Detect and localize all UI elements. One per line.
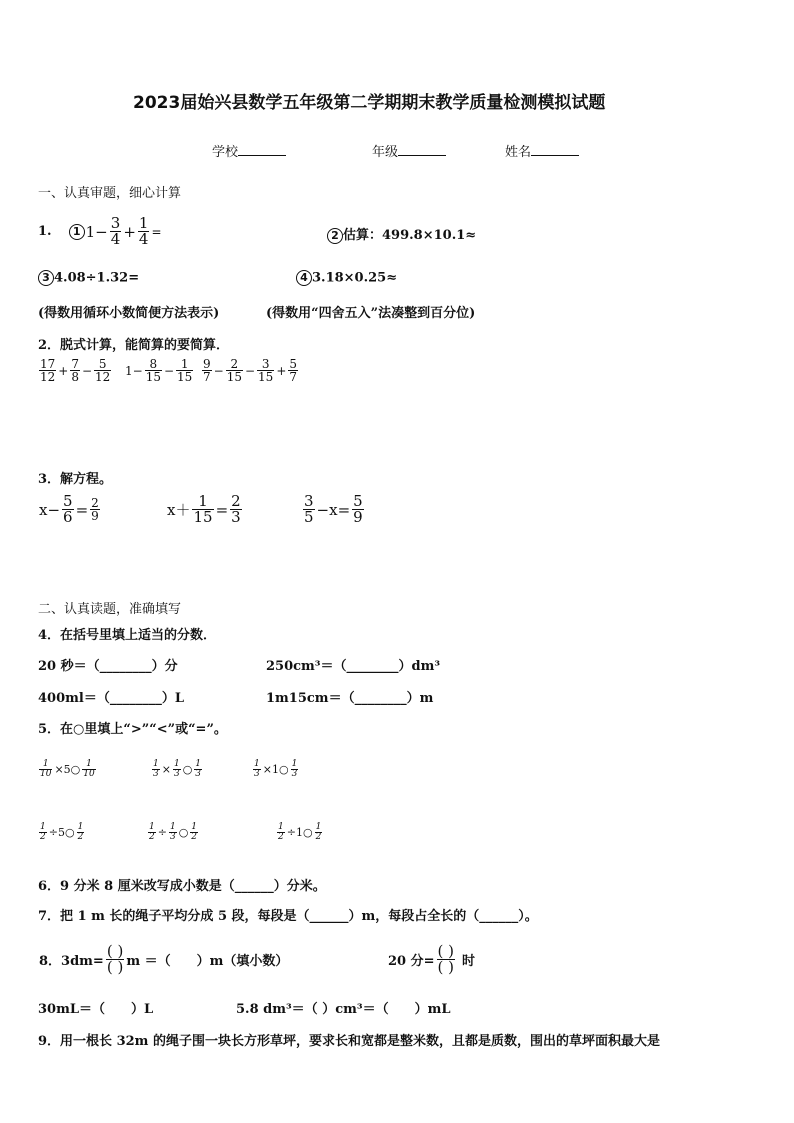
q5r2c-f2-den: 2 bbox=[315, 832, 322, 842]
q8-pre2: 20 分= bbox=[388, 954, 435, 969]
q5r2a-f2-den: 2 bbox=[77, 832, 84, 842]
q8-fracA-num: ( ) bbox=[106, 942, 124, 960]
q5r1b-f1-num: 1 bbox=[153, 759, 159, 769]
q8-line1a bbox=[38, 944, 289, 975]
q5r2b-mid2: ○ bbox=[178, 826, 189, 839]
school-blank[interactable] bbox=[238, 143, 286, 156]
q5r1b-mid1: × bbox=[161, 763, 171, 776]
q5r2b-f2-num: 1 bbox=[169, 822, 176, 832]
q3e3-b bbox=[352, 494, 364, 525]
q3e2-a-num: 1 bbox=[192, 494, 213, 510]
q3e2-a-den: 15 bbox=[193, 508, 213, 526]
q2e1-a-den: 12 bbox=[40, 370, 56, 384]
q2e2-a-den: 15 bbox=[145, 370, 161, 384]
q8-fracA-den: ( ) bbox=[106, 958, 124, 976]
q2e3-b-num: 2 bbox=[226, 358, 243, 371]
q2e2-pre: 1− bbox=[125, 363, 143, 378]
q3e3-b-den: 9 bbox=[353, 508, 363, 526]
q4-line4: 1m15cm＝（________）m bbox=[266, 691, 434, 706]
q2e3-d-den: 7 bbox=[289, 370, 298, 384]
q2e3-c bbox=[257, 358, 274, 383]
q5r1c-f1-den: 3 bbox=[254, 769, 260, 779]
q3e2-eq: = bbox=[215, 500, 229, 519]
q5r2b-f1-num: 1 bbox=[149, 822, 155, 832]
q3e1-a bbox=[62, 494, 74, 525]
q9-text: 9．用一根长 32m 的绳子围一块长方形草坪，要求长和宽都是整米数，且都是质数，围出的草坪面积最大是 bbox=[38, 1034, 660, 1049]
q5r2b-mid1: ÷ bbox=[157, 826, 167, 839]
q2e1-a bbox=[39, 358, 56, 383]
school-label: 学校 bbox=[212, 145, 239, 160]
q2e3-op3: + bbox=[276, 363, 287, 378]
q5r1c-f1-num: 1 bbox=[254, 759, 260, 769]
q3e2-pre: x＋ bbox=[167, 501, 191, 519]
q3e2-b-den: 3 bbox=[231, 508, 241, 526]
q3e3-b-num: 5 bbox=[353, 492, 363, 510]
q5r1a-f1-den: 10 bbox=[40, 769, 52, 779]
q5r2a-f1 bbox=[39, 823, 47, 842]
q2-expr2 bbox=[124, 358, 194, 383]
q5r2b-f3 bbox=[190, 823, 198, 842]
circled-4-icon: 4 bbox=[296, 270, 312, 286]
q5r1c-mid: ×1○ bbox=[262, 763, 289, 776]
q5r1a-f1 bbox=[39, 760, 52, 779]
q5r1c-f2 bbox=[291, 760, 299, 779]
q5r1c-f2-num: 1 bbox=[291, 759, 298, 769]
q5r1b-f3-den: 3 bbox=[195, 769, 202, 779]
q2e2-b-num: 1 bbox=[176, 358, 193, 371]
q8-fracA bbox=[106, 944, 124, 975]
q5r1b-f2 bbox=[173, 760, 181, 779]
q5r2a-f2 bbox=[77, 823, 85, 842]
q3e1-b-den: 9 bbox=[91, 509, 99, 523]
q5r2a-f2-num: 1 bbox=[77, 822, 84, 832]
q5r1b-f2-num: 1 bbox=[173, 759, 180, 769]
q3e1-b-num: 2 bbox=[91, 496, 99, 510]
q5r2b-f1 bbox=[148, 823, 156, 842]
q3e1-eq: = bbox=[75, 500, 89, 519]
circled-2-icon: 2 bbox=[327, 228, 343, 244]
q8-line3: 5.8 dm³＝（ ）cm³＝（ ）mL bbox=[236, 1002, 451, 1017]
q1-frac2 bbox=[138, 216, 150, 247]
q1-eq: = bbox=[151, 224, 162, 239]
q3e2-b bbox=[230, 494, 242, 525]
q5r2c-f1 bbox=[277, 823, 285, 842]
q2e1-c-num: 5 bbox=[94, 358, 111, 371]
q1-frac2-den: 4 bbox=[138, 230, 149, 248]
q1-plus: + bbox=[123, 222, 136, 241]
q3e3-a bbox=[303, 494, 315, 525]
q1-part3-text: 4.08÷1.32= bbox=[54, 270, 140, 286]
grade-blank[interactable] bbox=[398, 143, 446, 156]
q5r2c-mid: ÷1○ bbox=[286, 826, 313, 839]
q1-part2 bbox=[327, 224, 476, 244]
circled-3-icon: 3 bbox=[38, 270, 54, 286]
q2e3-d bbox=[288, 358, 298, 383]
q8-midA: m ＝（ ）m（填小数） bbox=[126, 954, 289, 969]
q5r1a-f2-den: 10 bbox=[83, 769, 95, 779]
q2e1-op1: + bbox=[58, 363, 69, 378]
q5r1c-f2-den: 3 bbox=[291, 769, 298, 779]
q2-expr3 bbox=[201, 358, 299, 383]
q4-line2: 250cm³＝（________）dm³ bbox=[266, 659, 441, 674]
q2e1-op2: − bbox=[81, 363, 93, 378]
q2e3-op1: − bbox=[213, 363, 224, 378]
q1-note2: (得数用“四舍五入”法凑整到百分位) bbox=[266, 306, 476, 321]
q1-p1-pre: 1− bbox=[85, 222, 108, 241]
q3e3-mid: −x= bbox=[316, 500, 351, 519]
q6-text: 6．9 分米 8 厘米改写成小数是（______）分米。 bbox=[38, 879, 326, 894]
q1-part2-text: 估算：499.8×10.1≈ bbox=[343, 228, 477, 243]
q5r1a-f2-num: 1 bbox=[82, 760, 95, 770]
q5r2c-f1-den: 2 bbox=[278, 832, 284, 842]
q8-post2: 时 bbox=[462, 954, 476, 969]
q3-eq3 bbox=[302, 494, 365, 525]
q5r2c-f2-num: 1 bbox=[315, 822, 322, 832]
q3e1-a-num: 5 bbox=[63, 492, 73, 510]
name-label: 姓名 bbox=[505, 145, 532, 160]
q5-r2a bbox=[38, 823, 85, 842]
q2-text: 2．脱式计算，能简算的要简算． bbox=[38, 338, 230, 353]
q1-part4-text: 3.18×0.25≈ bbox=[312, 270, 398, 286]
q5r1a-mid: ×5○ bbox=[54, 763, 81, 776]
q2e1-b-num: 7 bbox=[71, 357, 79, 371]
q5r1b-f1 bbox=[152, 760, 160, 779]
q4-line1: 20 秒＝（________）分 bbox=[38, 659, 178, 674]
q2e2-b-den: 15 bbox=[177, 370, 193, 384]
q3-eq2 bbox=[166, 494, 243, 525]
grade-field[interactable] bbox=[372, 141, 446, 160]
q2e3-a-den: 7 bbox=[203, 370, 211, 384]
name-field[interactable] bbox=[505, 141, 579, 160]
q5r2c-f2 bbox=[315, 823, 323, 842]
q5r1c-f1 bbox=[253, 760, 261, 779]
q8-line2: 30mL＝（ ）L bbox=[38, 1002, 154, 1017]
q1-part1 bbox=[38, 216, 163, 247]
q2e1-b bbox=[70, 358, 80, 383]
q5r1b-f2-den: 3 bbox=[173, 769, 180, 779]
q5r1b-mid2: ○ bbox=[182, 763, 193, 776]
q5r1b-f1-den: 3 bbox=[153, 769, 159, 779]
q2-expr1 bbox=[38, 358, 112, 383]
q2e3-a-num: 9 bbox=[203, 357, 211, 371]
q2e1-a-num: 17 bbox=[40, 357, 56, 371]
section2-heading: 二、认真读题，准确填写 bbox=[38, 602, 182, 617]
q5r1a-f2 bbox=[82, 760, 95, 779]
q3e1-b bbox=[90, 497, 100, 522]
q5r2b-f2-den: 3 bbox=[169, 832, 176, 842]
q1-frac2-num: 1 bbox=[138, 214, 149, 232]
q3-text: 3．解方程。 bbox=[38, 472, 113, 487]
q8-fracB-den: ( ) bbox=[437, 958, 454, 976]
q1-note1: (得数用循环小数简便方法表示) bbox=[38, 306, 220, 321]
q8-fracB-num: ( ) bbox=[437, 942, 454, 960]
q2e2-op1: − bbox=[163, 363, 175, 378]
q8-line1b bbox=[387, 944, 476, 975]
q8-fracB bbox=[437, 944, 455, 975]
q3e1-a-den: 6 bbox=[63, 508, 73, 526]
circled-1-icon: 1 bbox=[69, 224, 85, 240]
section1-heading: 一、认真审题，细心计算 bbox=[38, 186, 182, 201]
school-field[interactable] bbox=[212, 141, 286, 160]
name-blank[interactable] bbox=[531, 143, 579, 156]
q5-r1b bbox=[151, 760, 203, 779]
q5r2b-f1-den: 2 bbox=[149, 832, 155, 842]
q5r2b-f3-den: 2 bbox=[191, 832, 198, 842]
q2e3-d-num: 5 bbox=[289, 357, 298, 371]
q3e3-a-den: 5 bbox=[304, 508, 314, 526]
q2e3-b bbox=[226, 358, 243, 383]
q2e3-op2: − bbox=[244, 363, 256, 378]
q5-r1a bbox=[38, 760, 97, 779]
grade-label: 年级 bbox=[372, 145, 399, 160]
q3e2-a bbox=[192, 494, 213, 525]
q5r1b-f3-num: 1 bbox=[195, 759, 202, 769]
q1-frac1-num: 3 bbox=[110, 214, 121, 232]
q4-line3: 400ml＝（________）L bbox=[38, 691, 184, 706]
q4-text: 4．在括号里填上适当的分数． bbox=[38, 628, 217, 643]
q8-pre: 8．3dm= bbox=[39, 954, 104, 969]
q5r1b-f3 bbox=[194, 760, 202, 779]
q2e1-c-den: 12 bbox=[95, 370, 111, 384]
q1-part3 bbox=[38, 270, 139, 286]
q3-eq1 bbox=[38, 494, 101, 525]
q2e3-a bbox=[202, 358, 212, 383]
q2e2-b bbox=[176, 358, 193, 383]
q5-r2b bbox=[147, 823, 199, 842]
q5r2a-f1-den: 2 bbox=[40, 832, 46, 842]
q5r2b-f3-num: 1 bbox=[191, 822, 198, 832]
page-title: 2023届始兴县数学五年级第二学期期末教学质量检测模拟试题 bbox=[133, 93, 606, 113]
q3e2-b-num: 2 bbox=[231, 492, 241, 510]
q5r2c-f1-num: 1 bbox=[278, 822, 284, 832]
q7-text: 7．把 1 m 长的绳子平均分成 5 段，每段是（______）m，每段占全长的（______）。 bbox=[38, 909, 538, 924]
q5r2a-f1-num: 1 bbox=[40, 822, 46, 832]
q5-text: 5．在○里填上“>”“<”或“=”。 bbox=[38, 722, 227, 737]
q2e2-a bbox=[145, 358, 162, 383]
q5-r1c bbox=[252, 760, 299, 779]
q5-r2c bbox=[276, 823, 323, 842]
q2e1-c bbox=[94, 358, 111, 383]
q1-number: 1. bbox=[38, 224, 52, 239]
q5r2b-f2 bbox=[169, 823, 177, 842]
q1-frac1 bbox=[110, 216, 122, 247]
q2e2-a-num: 8 bbox=[145, 358, 162, 371]
q2e3-c-num: 3 bbox=[257, 358, 274, 371]
q2e3-b-den: 15 bbox=[226, 370, 242, 384]
q5r1a-f1-num: 1 bbox=[39, 760, 52, 770]
q3e1-pre: x− bbox=[39, 500, 61, 519]
q1-frac1-den: 4 bbox=[110, 230, 121, 248]
q5r2a-mid: ÷5○ bbox=[48, 826, 75, 839]
q3e3-a-num: 3 bbox=[304, 492, 314, 510]
q2e3-c-den: 15 bbox=[258, 370, 274, 384]
q1-part4 bbox=[296, 270, 397, 286]
q2e1-b-den: 8 bbox=[71, 370, 79, 384]
